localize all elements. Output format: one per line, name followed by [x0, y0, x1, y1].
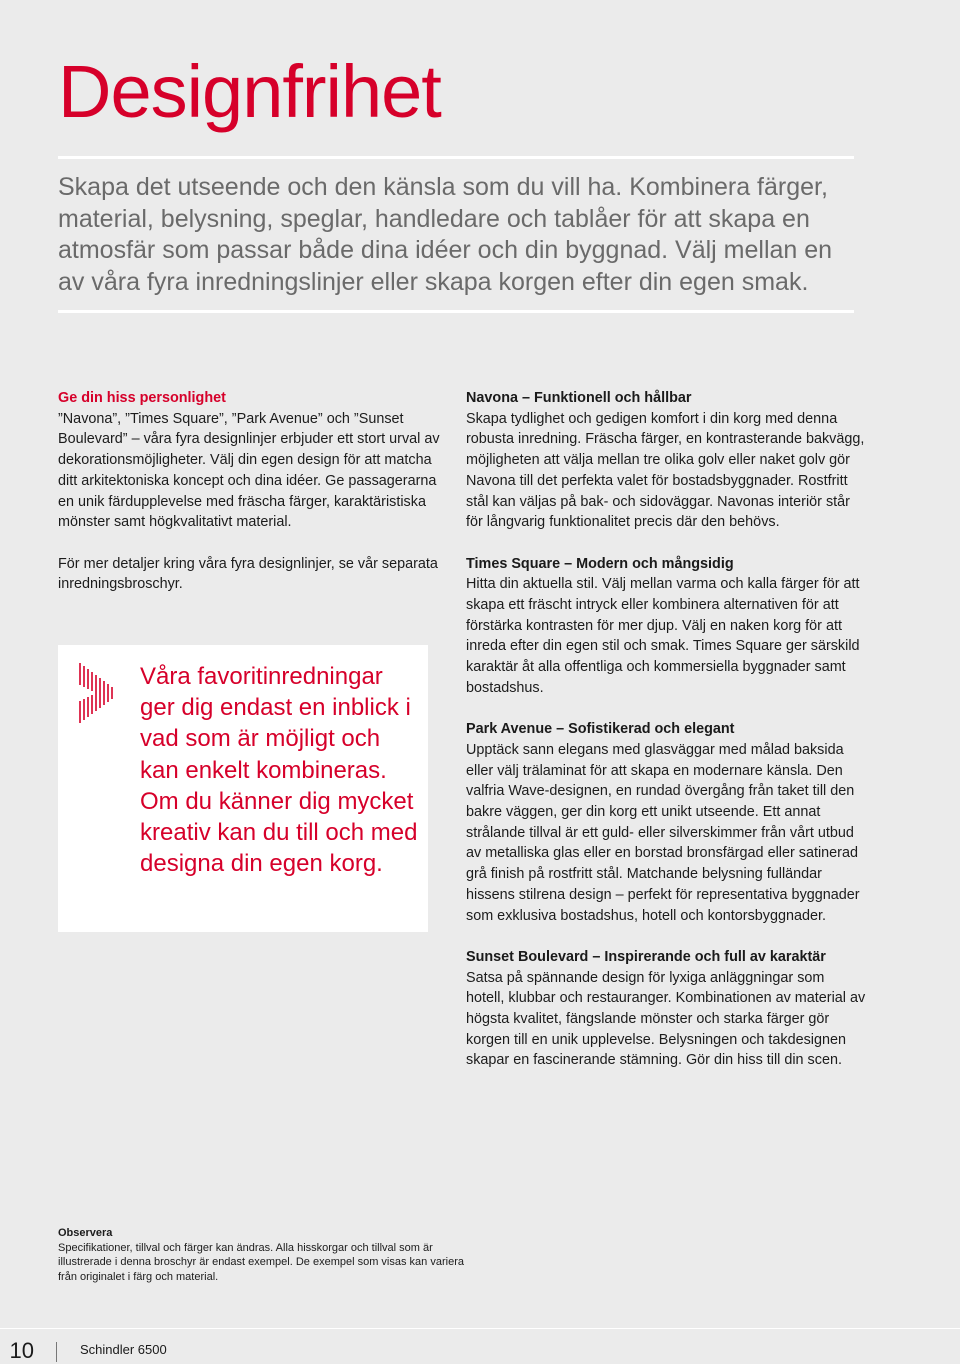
footer-separator	[56, 1342, 57, 1362]
design-line-heading: Sunset Boulevard – Inspirerande och full av karaktär	[466, 948, 826, 965]
design-line-navona	[466, 388, 866, 533]
intro-text: Skapa det utseende och den känsla som du vill ha. Kombinera färger, material, belysning, speglar, handledare och tablåer för att skapa en atmosfär som passar både dina idéer och din byggnad. Välj mellan en av våra fyra inredningslinjer eller skapa korgen efter din egen smak.	[58, 173, 833, 296]
footer-brand: Schindler 6500	[80, 1342, 167, 1357]
divider-bottom	[58, 310, 854, 313]
design-line-text: Satsa på spännande design för lyxiga anläggningar som hotell, klubbar och restauranger. Kombinationen av material av högsta kvalitet, fängslande mönster och starka färger gör korgen till en unik upplevelse. Belysningen och takdesignen skapar en fascinerande stämning. Gör din hiss till din scen.	[466, 969, 866, 1069]
design-line-text: Upptäck sann elegans med glasväggar med målad baksida eller välj trälaminat för att skapa en modernare känsla. Den valfria Wave-designen, en rundad övergång från taket till den bakre väggen, ger din korg ett unikt utseende. Ett annat strålande tillval är ett guld- eller silverskimmer från vårt utbud av metalliska glas eller en borstad bronsfärgad eller satinerad grå finish på rostfritt stål. Matchande belysning fulländar hissens stilrena design – perfekt för representativa byggnader som exklusiva bostadshus, hotell och kontorsbyggnader.	[466, 741, 860, 924]
disclaimer-title: Observera	[58, 1227, 113, 1239]
left-paragraph-reference: För mer detaljer kring våra fyra designlinjer, se vår separata inredningsbroschyr.	[58, 555, 438, 593]
design-line-park-avenue	[466, 719, 866, 926]
disclaimer-note	[58, 1226, 478, 1285]
disclaimer-text: Specifikationer, tillval och färger kan ändras. Alla hisskorgar och tillval som är illustrerade i denna broschyr är endast exempel. De exempel som visas kan variera från originalet i färg och material.	[58, 1241, 464, 1284]
design-line-heading: Navona – Funktionell och hållbar	[466, 390, 692, 406]
page-number: 10	[9, 1338, 34, 1363]
chevron-lines-icon	[78, 663, 118, 723]
design-line-text: Hitta din aktuella stil. Välj mellan varma och kalla färger för att skapa ett fräscht intryck eller kombinera alternativen för att förstärka kontrasten för mer djup. Välj en naken korg för att inreda efter din egen stil och smak. Times Square ger särskild karaktär åt alla offentliga och kommersiella byggnader samt bostadshus.	[466, 576, 860, 696]
quote-text: Våra favoritinredningar ger dig endast en inblick i vad som är möjligt och kan enkelt kombineras. Om du känner dig mycket kreativ kan du till och med designa din egen korg.	[140, 663, 418, 878]
left-heading: Ge din hiss personlighet	[58, 390, 226, 406]
divider-top	[58, 156, 854, 159]
quote-box	[58, 645, 428, 932]
right-column	[466, 388, 866, 1071]
left-paragraph: ”Navona”, ”Times Square”, ”Park Avenue” och ”Sunset Boulevard” – våra fyra designlinjer erbjuder ett stort urval av dekorationsmöjligheter. Välj din egen design för att matcha ditt arkitektoniska koncept och dina idéer. Ge passagerarna en unik färdupplevelse med fräscha färger, karaktäristiska mönster samt högkvalitativt material.	[58, 410, 440, 531]
design-line-heading: Park Avenue – Sofistikerad och elegant	[466, 721, 735, 738]
design-line-times-square	[466, 554, 866, 699]
design-line-sunset-boulevard	[466, 947, 866, 1071]
left-column	[58, 388, 453, 595]
design-line-text: Skapa tydlighet och gedigen komfort i din korg med denna robusta inredning. Fräscha färger, en kontrasterande bakvägg, möjligheten att välja mellan tre olika golv eller naket golv gör Navona till det perfekta valet för bostadsbyggnader. Rostfritt stål kan väljas på bak- och sidoväggar. Navonas interiör står för långvarig funktionalitet precis där den behövs.	[466, 410, 865, 531]
footer-divider	[0, 1328, 960, 1329]
design-line-heading: Times Square – Modern och mångsidig	[466, 555, 734, 572]
page-title: Designfrihet	[58, 50, 441, 133]
